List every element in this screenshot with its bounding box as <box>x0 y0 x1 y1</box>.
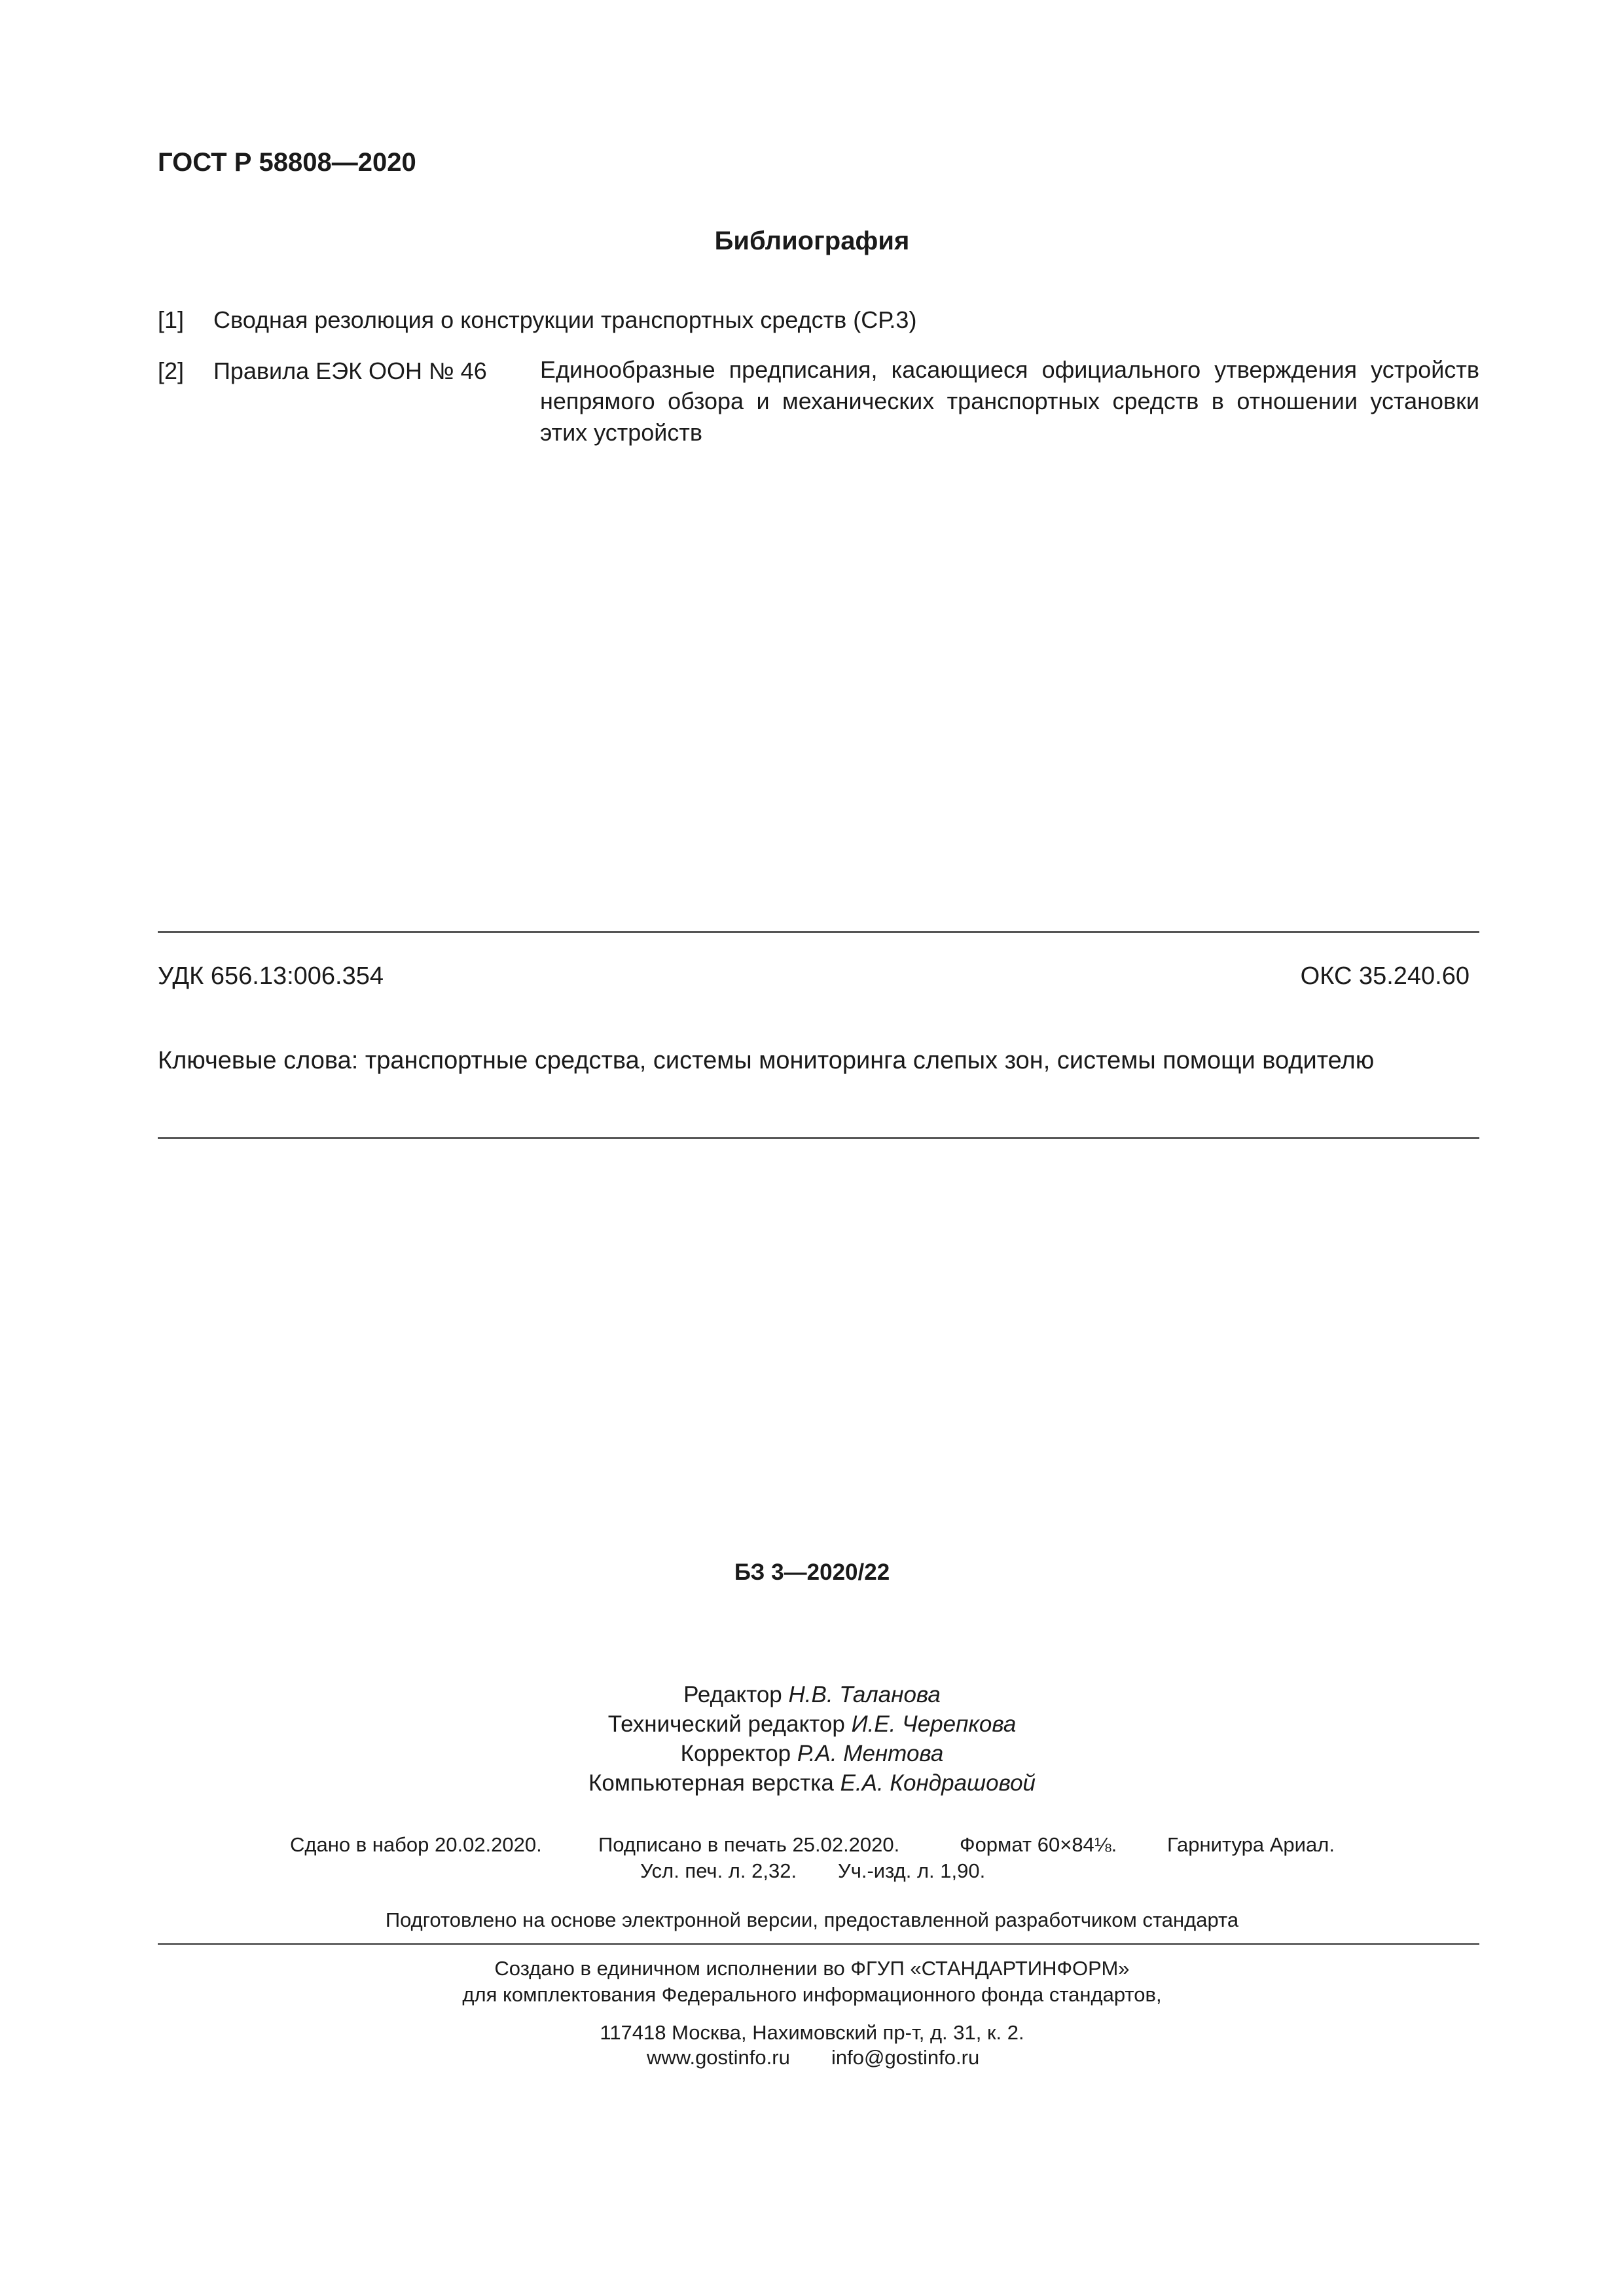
divider-line <box>158 1137 1479 1139</box>
usl-print-sheets: Усл. печ. л. 2,32. <box>640 1859 797 1882</box>
reference-number: [2] <box>158 357 185 384</box>
created-line-2: для комплектования Федерального информационного фонда стандартов, <box>462 1983 1162 2006</box>
divider-line <box>158 1943 1479 1945</box>
udk-code: УДК 656.13:006.354 <box>158 962 384 990</box>
reference-text: Правила ЕЭК ООН № 46 <box>213 357 487 384</box>
created-line-1: Создано в единичном исполнении во ФГУП «СТАНДАРТИНФОРМ» <box>494 1957 1130 1980</box>
credits-block <box>0 1680 1624 1798</box>
credit-name: Е.А. Кондрашовой <box>840 1770 1036 1796</box>
print-format: Формат 60×84⅛. <box>960 1833 1117 1856</box>
credit-line: Компьютерная верстка Е.А. Кондрашовой <box>588 1770 1036 1796</box>
oks-code: ОКС 35.240.60 <box>1300 962 1470 990</box>
prepared-note: Подготовлено на основе электронной версии, предоставленной разработчиком стандарта <box>385 1908 1239 1931</box>
keywords: Ключевые слова: транспортные средства, системы мониторинга слепых зон, системы помощи водителю <box>158 1047 1375 1074</box>
website-link[interactable]: www.gostinfo.ru <box>647 2046 790 2069</box>
address: 117418 Москва, Нахимовский пр-т, д. 31, к. 2. <box>600 2021 1024 2044</box>
credit-name: Р.А. Ментова <box>797 1741 944 1766</box>
signed-date: Подписано в печать 25.02.2020. <box>598 1833 900 1856</box>
publishing-sheets: Уч.-изд. л. 1,90. <box>838 1859 986 1882</box>
bibliography-title: Библиография <box>714 227 910 255</box>
email-link[interactable]: info@gostinfo.ru <box>831 2046 980 2069</box>
credit-line: Редактор Н.В. Таланова <box>683 1682 941 1707</box>
reference-text: Сводная резолюция о конструкции транспортных средств (СР.3) <box>213 306 917 333</box>
document-code: ГОСТ Р 58808—2020 <box>158 148 416 177</box>
submitted-date: Сдано в набор 20.02.2020. <box>290 1833 542 1856</box>
reference-description: Единообразные предписания, касающиеся официального утверждения устройств непрямого обзора и механических транспортных средств в отношении установки этих устройств <box>540 356 1479 446</box>
credit-name: Н.В. Таланова <box>788 1682 941 1707</box>
credit-line: Корректор Р.А. Ментова <box>680 1741 944 1766</box>
divider-line <box>158 931 1479 933</box>
credit-name: И.Е. Черепкова <box>851 1711 1017 1737</box>
typeface: Гарнитура Ариал. <box>1167 1833 1335 1856</box>
bz-number: БЗ 3—2020/22 <box>734 1559 890 1585</box>
credit-line: Технический редактор И.Е. Черепкова <box>607 1711 1017 1737</box>
reference-number: [1] <box>158 306 185 333</box>
